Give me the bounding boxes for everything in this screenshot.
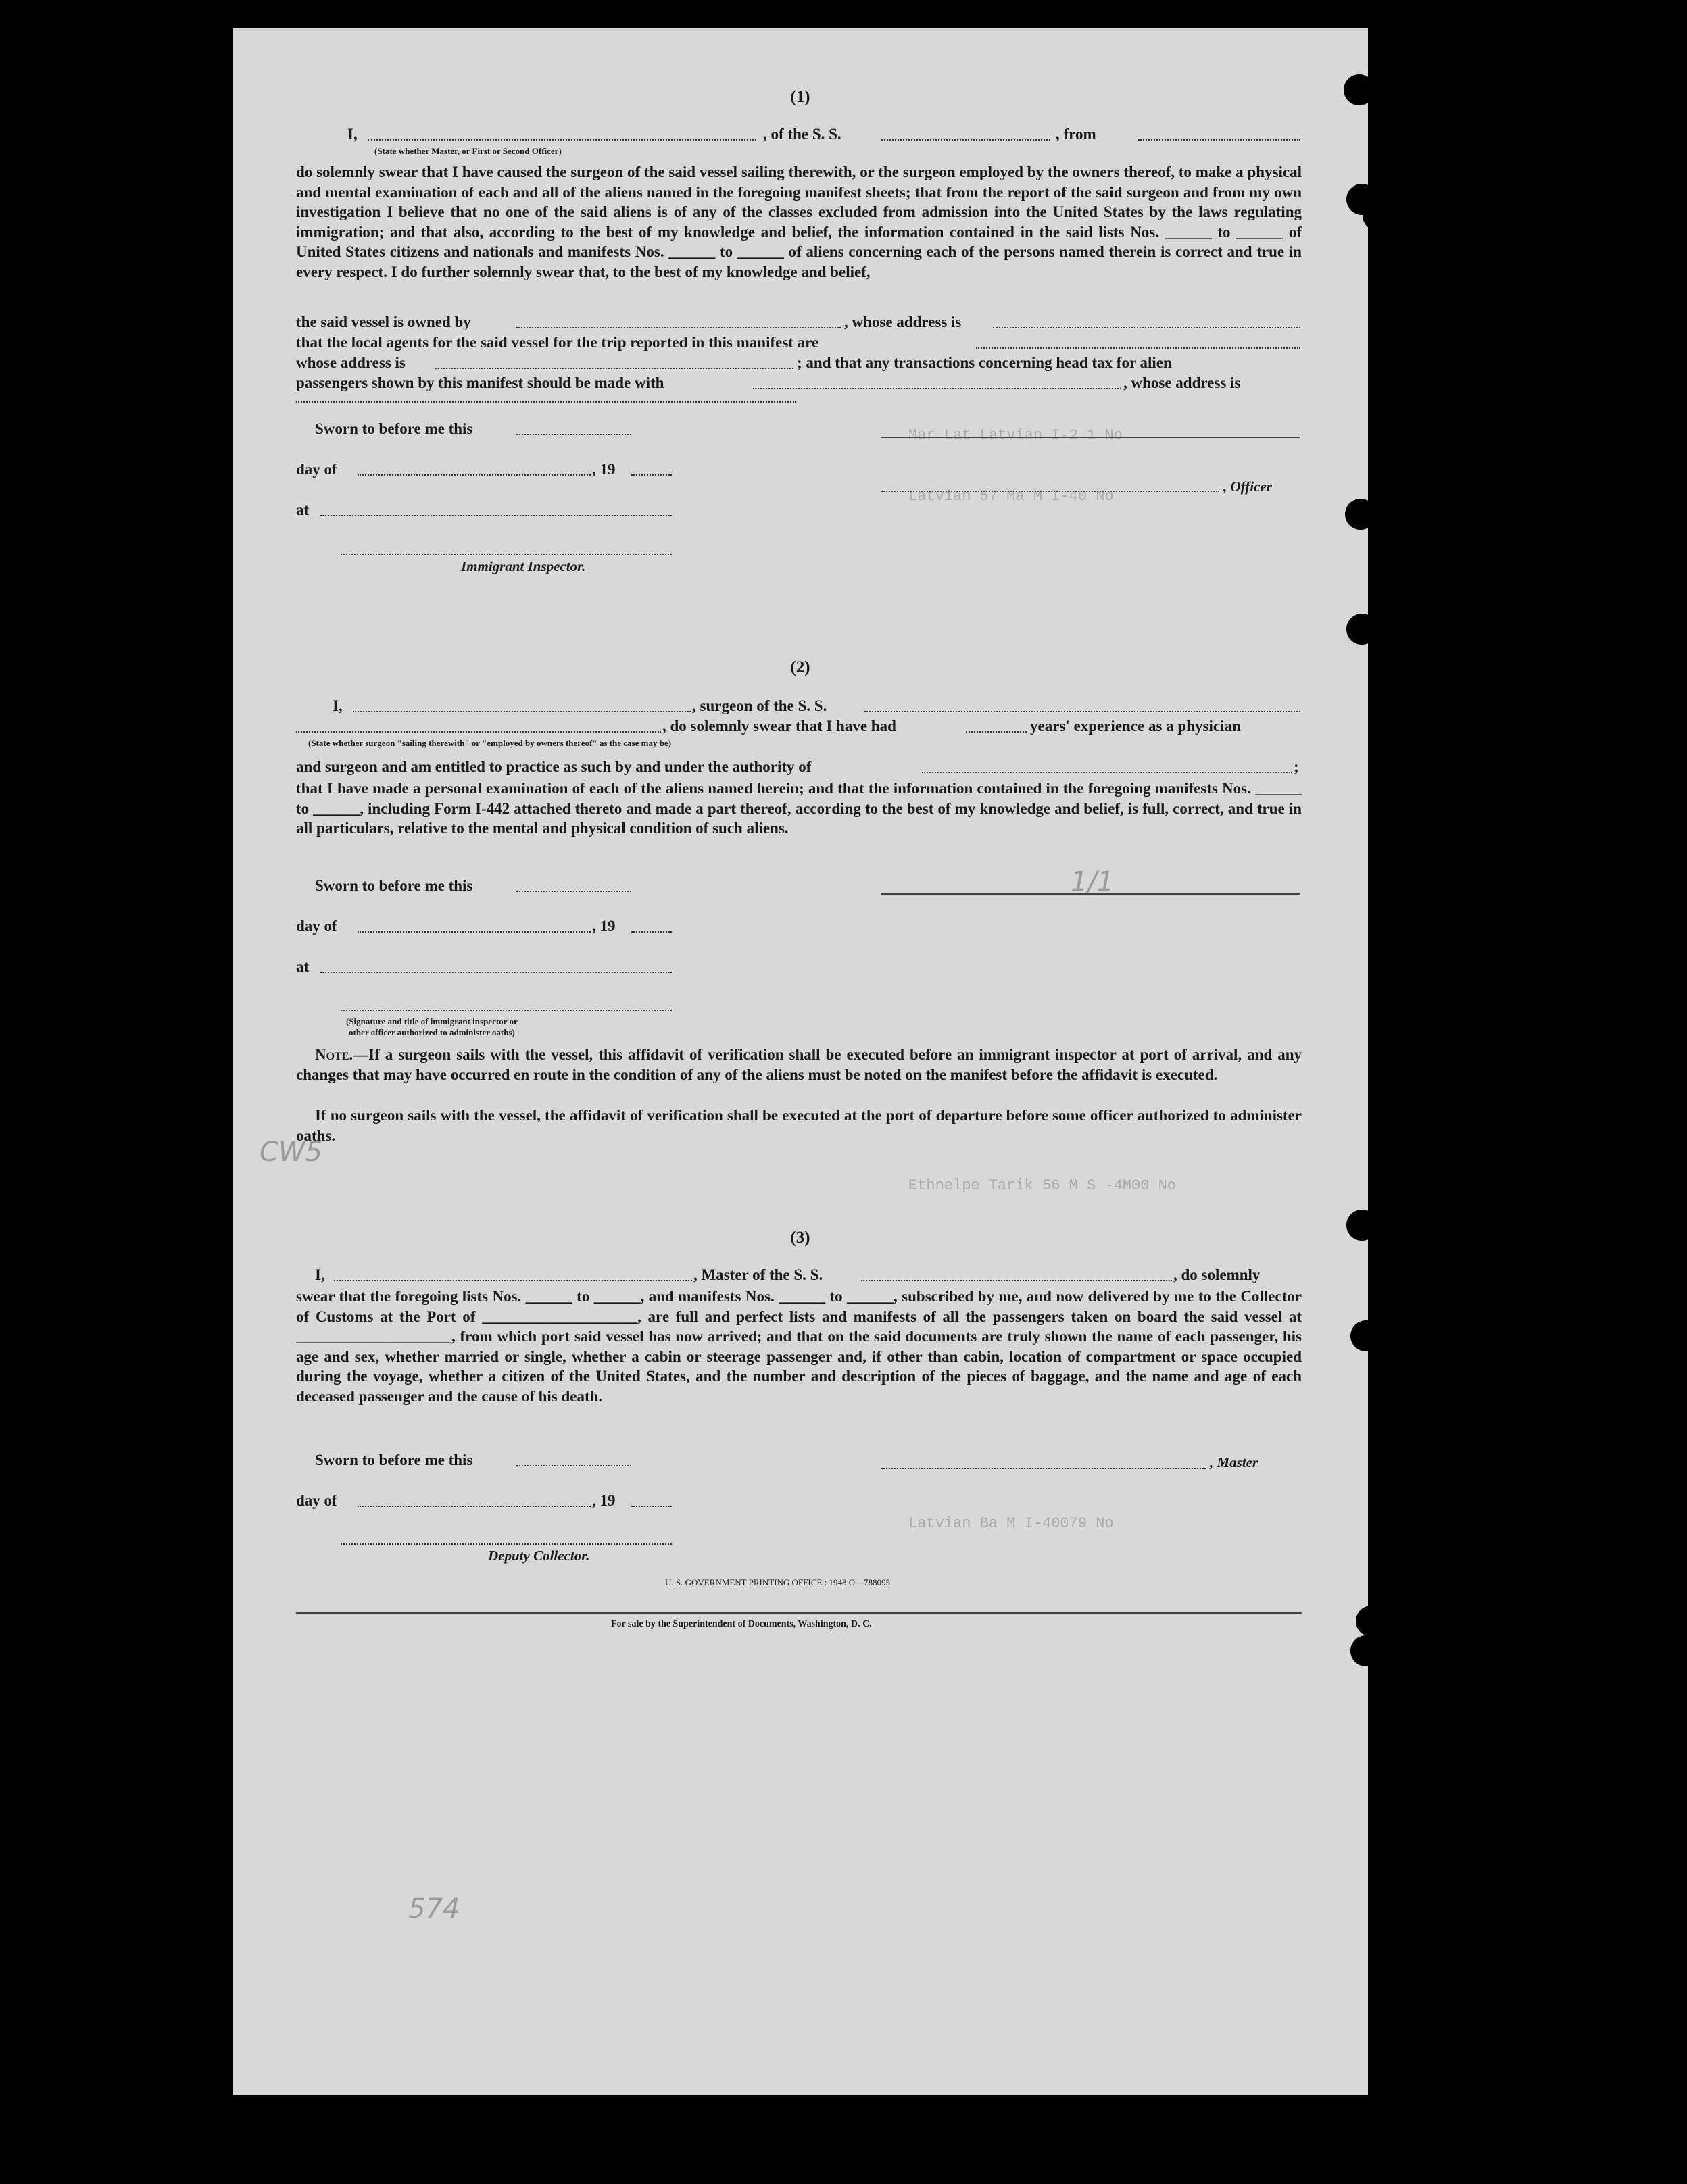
year-field-2[interactable] (631, 931, 672, 933)
head-tax-contact-field[interactable] (753, 388, 1121, 389)
signature-note-2: other officer authorized to administer oaths) (349, 1027, 515, 1037)
section-3-body: swear that the foregoing lists Nos. ______ to ______, and manifests Nos. ______ to ______, subscribed by me, and now delivered by me to the Collector of Customs at the Port of ____________________, are full and perfect lists and manifests of all the passengers taken on board the said vessel at ____________________, from which port said vessel has now arrived; and that on the said documents are truly shown the name of each passenger, his age and sex, whether married or single, whether a cabin or steerage passenger and, if other than cabin, location of compartment or space occupied during the voyage, whether a citizen of the United States, and the number and description of the pieces of baggage, and the name and age of each deceased passenger and the cause of his death. (296, 1288, 1302, 1405)
master-name-field[interactable] (334, 1280, 692, 1281)
footer-divider (296, 1612, 1302, 1614)
from-label: , from (1056, 126, 1096, 143)
sworn-day-field-2[interactable] (516, 891, 631, 892)
bleed-through-text: Latvian 57 Ma M I-40 No (908, 488, 1114, 505)
handwritten-mark: 1/1 (1071, 866, 1115, 897)
of-ss-label: , of the S. S. (763, 126, 841, 143)
surgeon-i-label: I, (333, 697, 343, 714)
authority-label: and surgeon and am entitled to practice as such by and under the authority of (296, 758, 812, 775)
handwritten-mark: CW5 (260, 1137, 322, 1168)
years-experience-field[interactable] (966, 731, 1027, 733)
printing-office-note: U. S. GOVERNMENT PRINTING OFFICE : 1948 O—788095 (665, 1577, 891, 1587)
agent-address-label: whose address is (296, 354, 406, 371)
punch-hole (1372, 904, 1403, 935)
master-signature-line[interactable] (881, 1468, 1206, 1469)
at-field-1[interactable] (320, 515, 672, 516)
note-paragraph-2: If no surgeon sails with the vessel, the affidavit of verification shall be executed at the port of departure before some officer authorized to administer oaths. (296, 1107, 1302, 1144)
sworn-day-field-1[interactable] (516, 434, 631, 435)
day-of-field-1[interactable] (358, 474, 591, 476)
master-of-label: , Master of the S. S. (693, 1266, 823, 1283)
master-vessel-field[interactable] (861, 1280, 1172, 1281)
officer-name-field[interactable] (368, 139, 756, 141)
master-i-label: I, (315, 1266, 325, 1283)
surgeon-name-field[interactable] (353, 711, 691, 712)
punch-hole (1346, 1210, 1377, 1241)
day-of-label-3: day of (296, 1492, 337, 1509)
local-agents-label: that the local agents for the said vessel for the trip reported in this manifest are (296, 334, 819, 351)
whose-address-label-3: , whose address is (1123, 374, 1241, 391)
surgeon-signature-line[interactable] (881, 893, 1300, 895)
owned-by-label: the said vessel is owned by (296, 314, 471, 330)
whose-address-label: , whose address is (844, 314, 962, 330)
punch-hole (1344, 74, 1375, 105)
year-label-1: , 19 (592, 461, 616, 478)
day-of-label-2: day of (296, 918, 337, 935)
section-2-body: that I have made a personal examination of each of the aliens named herein; and that the information contained in the foregoing manifests Nos. ______ to ______, including Form I-442 attached thereto and made a part thereof, according to the best of my knowledge and belief, is full, correct, and true in all particulars, relative to the mental and physical condition of such aliens. (296, 780, 1302, 837)
deputy-collector-label: Deputy Collector. (488, 1547, 590, 1564)
for-sale-note: For sale by the Superintendent of Documents, Washington, D. C. (611, 1619, 872, 1629)
officer-note: (State whether Master, or First or Second Officer) (374, 146, 562, 156)
vessel-name-field[interactable] (881, 139, 1050, 141)
local-agents-field[interactable] (976, 347, 1300, 349)
manifest-page (233, 28, 1368, 2095)
day-of-field-3[interactable] (358, 1506, 591, 1507)
authority-field[interactable] (922, 772, 1292, 773)
punch-hole (1350, 1635, 1382, 1666)
year-label-2: , 19 (592, 918, 616, 935)
sworn-label-1: Sworn to before me this (315, 420, 473, 437)
bleed-through-text: Mar Lat Latvian I-2 1 No (908, 427, 1123, 444)
punch-hole (1363, 200, 1394, 231)
signature-note-1: (Signature and title of immigrant inspector or (346, 1016, 518, 1026)
agent-address-field[interactable] (435, 368, 793, 369)
passengers-shown-label: passengers shown by this manifest should be made with (296, 374, 664, 391)
day-of-label-1: day of (296, 461, 337, 478)
surgeon-of-label: , surgeon of the S. S. (692, 697, 827, 714)
note-paragraph-1 (296, 1045, 1302, 1085)
punch-hole (1356, 1606, 1387, 1637)
authority-semicolon: ; (1294, 758, 1299, 775)
bleed-through-text: Ethnelpe Tarik 56 M S -4M00 No (908, 1177, 1177, 1194)
owner-field[interactable] (516, 327, 841, 328)
section-1-number: (1) (790, 88, 810, 106)
day-of-field-2[interactable] (358, 931, 591, 933)
punch-hole (1350, 1320, 1382, 1351)
at-label-1: at (296, 501, 310, 518)
officer-label: , Officer (1223, 478, 1272, 495)
head-tax-address-field[interactable] (296, 401, 796, 403)
deputy-signature-line[interactable] (341, 1543, 672, 1545)
officer-signature-line[interactable] (881, 437, 1300, 438)
master-label: , Master (1210, 1454, 1258, 1470)
section-1-body: do solemnly swear that I have caused the surgeon of the said vessel sailing therewith, or the surgeon employed by the owners thereof, to make a physical and mental examination of each and all of the aliens named in the foregoing manifest sheets; that from the report of the said surgeon and from my own investigation I believe that no one of the said aliens is of any of the classes excluded from admission into the United States by the laws regulating immigration; and that also, according to the best of my knowledge and belief, the information contained in the said lists Nos. ______ to ______ of United States citizens and nationals and manifests Nos. ______ to ______ of aliens concerning each of the persons named therein is correct and true in every respect. I do further solemnly swear that, to the best of my knowledge and belief, (296, 164, 1302, 280)
surgeon-swear-label: , do solemnly swear that I have had (662, 718, 896, 735)
handwritten-mark: 574 (408, 1893, 460, 1925)
surgeon-status-field[interactable] (296, 731, 661, 733)
year-field-3[interactable] (631, 1506, 672, 1507)
do-solemnly-label: , do solemnly (1173, 1266, 1261, 1283)
immigrant-inspector-label: Immigrant Inspector. (461, 558, 586, 574)
sworn-label-3: Sworn to before me this (315, 1451, 473, 1468)
bleed-through-text: Latvian Ba M I-40079 No (908, 1515, 1114, 1532)
section-3-number: (3) (790, 1228, 810, 1247)
note-body: —If a surgeon sails with the vessel, this affidavit of verification shall be executed before an immigrant inspector at port of arrival, and any changes that may have occurred en route in the condition of any of the aliens must be noted on the manifest before the affidavit is executed. (296, 1046, 1302, 1083)
punch-hole (1345, 499, 1376, 530)
inspector-signature-line-1[interactable] (341, 554, 672, 555)
from-port-field[interactable] (1138, 139, 1300, 141)
officer-title-field[interactable] (881, 491, 1219, 492)
year-label-3: , 19 (592, 1492, 616, 1509)
year-field-1[interactable] (631, 474, 672, 476)
punch-hole (1346, 614, 1377, 645)
surgeon-vessel-field[interactable] (864, 711, 1300, 712)
note-label: Note. (315, 1046, 353, 1063)
at-label-2: at (296, 958, 310, 975)
at-field-2[interactable] (320, 972, 672, 973)
section-2-number: (2) (790, 658, 810, 676)
inspector-signature-line-2[interactable] (341, 1010, 672, 1011)
punch-hole (1350, 2153, 1382, 2184)
oath-i-label: I, (347, 126, 358, 143)
sworn-label-2: Sworn to before me this (315, 877, 473, 894)
sworn-day-field-3[interactable] (516, 1465, 631, 1466)
head-tax-label: ; and that any transactions concerning head tax for alien (797, 354, 1172, 371)
years-label: years' experience as a physician (1030, 718, 1241, 735)
surgeon-note: (State whether surgeon "sailing therewith" or "employed by owners thereof" as the case may be) (308, 738, 672, 748)
owner-address-field[interactable] (993, 327, 1300, 328)
